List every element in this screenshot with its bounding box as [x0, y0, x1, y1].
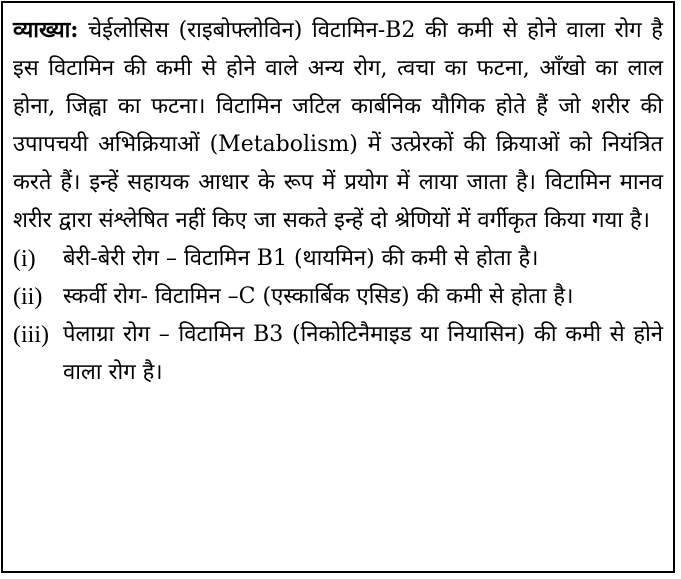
list-item-number: (iii)	[13, 322, 49, 348]
explanation-body: चेईलोसिस (राइबोफ्लोविन) विटामिन-B2 की कमी से होने वाला रोग है इस विटामिन की कमी से होने वाले अन्य रोग, त्वचा का फटना, आँखो का लाल होना, जिह्वा का फटना। विटामिन जटिल कार्बनिक यौगिक होते हैं जो शरीर की उपापचयी अभिक्रियाओं (Metabolism) में उत्प्रेरकों की क्रियाओं को नियंत्रित करते हैं। इन्हें सहायक आधार के रूप में प्रयोग में लाया जाता है। विटामिन मानव शरीर द्वारा संश्लेषित नहीं किए जा सकते इन्हें दो श्रेणियों में वर्गीकृत किया गया है।	[13, 18, 663, 233]
list-item-number: (ii)	[13, 284, 43, 310]
explanation-paragraph	[13, 11, 663, 240]
list-item-3	[13, 316, 663, 392]
list-item-text: बेरी-बेरी रोग – विटामिन B1 (थायमिन) की कमी से होता है।	[63, 246, 539, 271]
list-item-2	[13, 278, 663, 316]
list-item-1	[13, 240, 663, 278]
answer-box	[1, 1, 675, 573]
explanation-heading: व्याख्या:	[13, 17, 79, 43]
list-item-text: स्कर्वी रोग- विटामिन –C (एस्कार्बिक एसिड) की कमी से होता है।	[63, 284, 574, 309]
list-item-text: पेलाग्रा रोग – विटामिन B3 (निकोटिनैमाइड या नियासिन) की कमी से होने वाला रोग है।	[63, 322, 663, 385]
list-item-number: (i)	[13, 246, 36, 272]
